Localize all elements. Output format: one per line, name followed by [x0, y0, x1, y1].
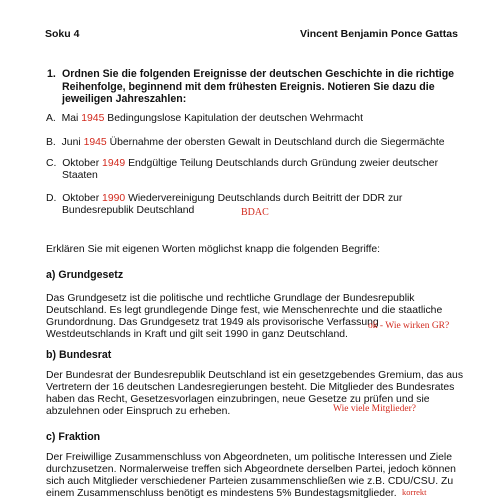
question-number: 1. [47, 68, 56, 80]
section-line: abzulehnen oder Einspruch zu erheben. [46, 406, 231, 417]
section-line: Grundordnung. Das Grundgesetz trat 1949 als provisorische Verfassung [46, 317, 379, 328]
event-month: Juni [61, 137, 81, 148]
event-item [46, 137, 445, 148]
section-line: Vertretern der 16 deutschen Landesregierungen besteht. Die Mitglieder des Bundesrates [46, 382, 455, 393]
event-year: 1990 [102, 193, 126, 204]
event-item [46, 158, 438, 169]
event-text: Endgültige Teilung Deutschlands durch Gründung zweier deutscher [128, 158, 439, 169]
event-letter: D. [46, 193, 57, 204]
event-month: Oktober [62, 193, 100, 204]
event-letter: C. [46, 158, 57, 169]
event-text: Bedingungslose Kapitulation der deutschen Wehrmacht [107, 113, 363, 124]
event-item [46, 113, 363, 124]
question-line-2: Reihenfolge, beginnend mit dem frühesten Ereignis. Notieren Sie dazu die [62, 80, 435, 93]
section-line: Das Grundgesetz ist die politische und rechtliche Grundlage der Bundesrepublik [46, 293, 415, 304]
section-heading: c) Fraktion [46, 431, 101, 443]
section-line: Westdeutschlands in Kraft und gilt seit 1990 in ganz Deutschland. [46, 329, 348, 340]
event-year: 1945 [83, 137, 107, 148]
section-line: einem Zusammenschluss benötigt es mindestens 5% Bundestagsmitglieder. [46, 488, 397, 499]
section-line: haben das Recht, Gesetzesvorlagen einzubringen, neue Gesetze zu prüfen und sie [46, 394, 430, 405]
event-year: 1945 [81, 113, 105, 124]
author-name: Vincent Benjamin Ponce Gattas [300, 28, 458, 40]
event-letter: A. [46, 113, 56, 124]
instruction-text: Erklären Sie mit eigenen Worten möglichst knapp die folgenden Begriffe: [46, 244, 381, 255]
section-line: Deutschland. Es legt grundlegende Dinge fest, wie Menschenrechte und die staatliche [46, 305, 443, 316]
event-item [46, 193, 402, 204]
question-line-1: Ordnen Sie die folgenden Ereignisse der deutschen Geschichte in die richtige [62, 68, 455, 80]
section-line: durchzusetzen. Normalerweise treffen sich Abgeordnete derselben Partei, jedoch können [46, 464, 456, 475]
event-text-continued: Staaten [62, 170, 98, 181]
event-text: Übernahme der obersten Gewalt in Deutschland durch die Siegermächte [109, 137, 445, 148]
section-line: sich auch Mitglieder verschiedener Parteien zusammenschließen wie z.B. CDU/CSU. Zu [46, 476, 454, 487]
section-line: Der Bundesrat der Bundesrepublik Deutschland ist ein gesetzgebendes Gremium, das aus [46, 370, 464, 381]
teacher-annotation: korrekt [402, 487, 427, 497]
teacher-annotation: Wie viele Mitglieder? [333, 404, 416, 414]
event-month: Mai [61, 113, 79, 124]
event-year: 1949 [102, 158, 126, 169]
teacher-annotation: ok - Wie wirken GR? [368, 321, 450, 331]
section-line: Der Freiwillige Zusammenschluss von Abgeordneten, um politische Interessen und Ziele [46, 452, 453, 463]
event-letter: B. [46, 137, 56, 148]
section-heading: a) Grundgesetz [46, 269, 124, 281]
event-text: Wiedervereinigung Deutschlands durch Beitritt der DDR zur [128, 193, 403, 204]
question-line-3: jeweiligen Jahreszahlen: [62, 93, 187, 105]
section-heading: b) Bundesrat [46, 349, 112, 361]
order-annotation: BDAC [241, 207, 269, 218]
event-text-continued: Bundesrepublik Deutschland [62, 205, 195, 216]
document-title: Soku 4 [45, 28, 80, 40]
event-month: Oktober [62, 158, 100, 169]
